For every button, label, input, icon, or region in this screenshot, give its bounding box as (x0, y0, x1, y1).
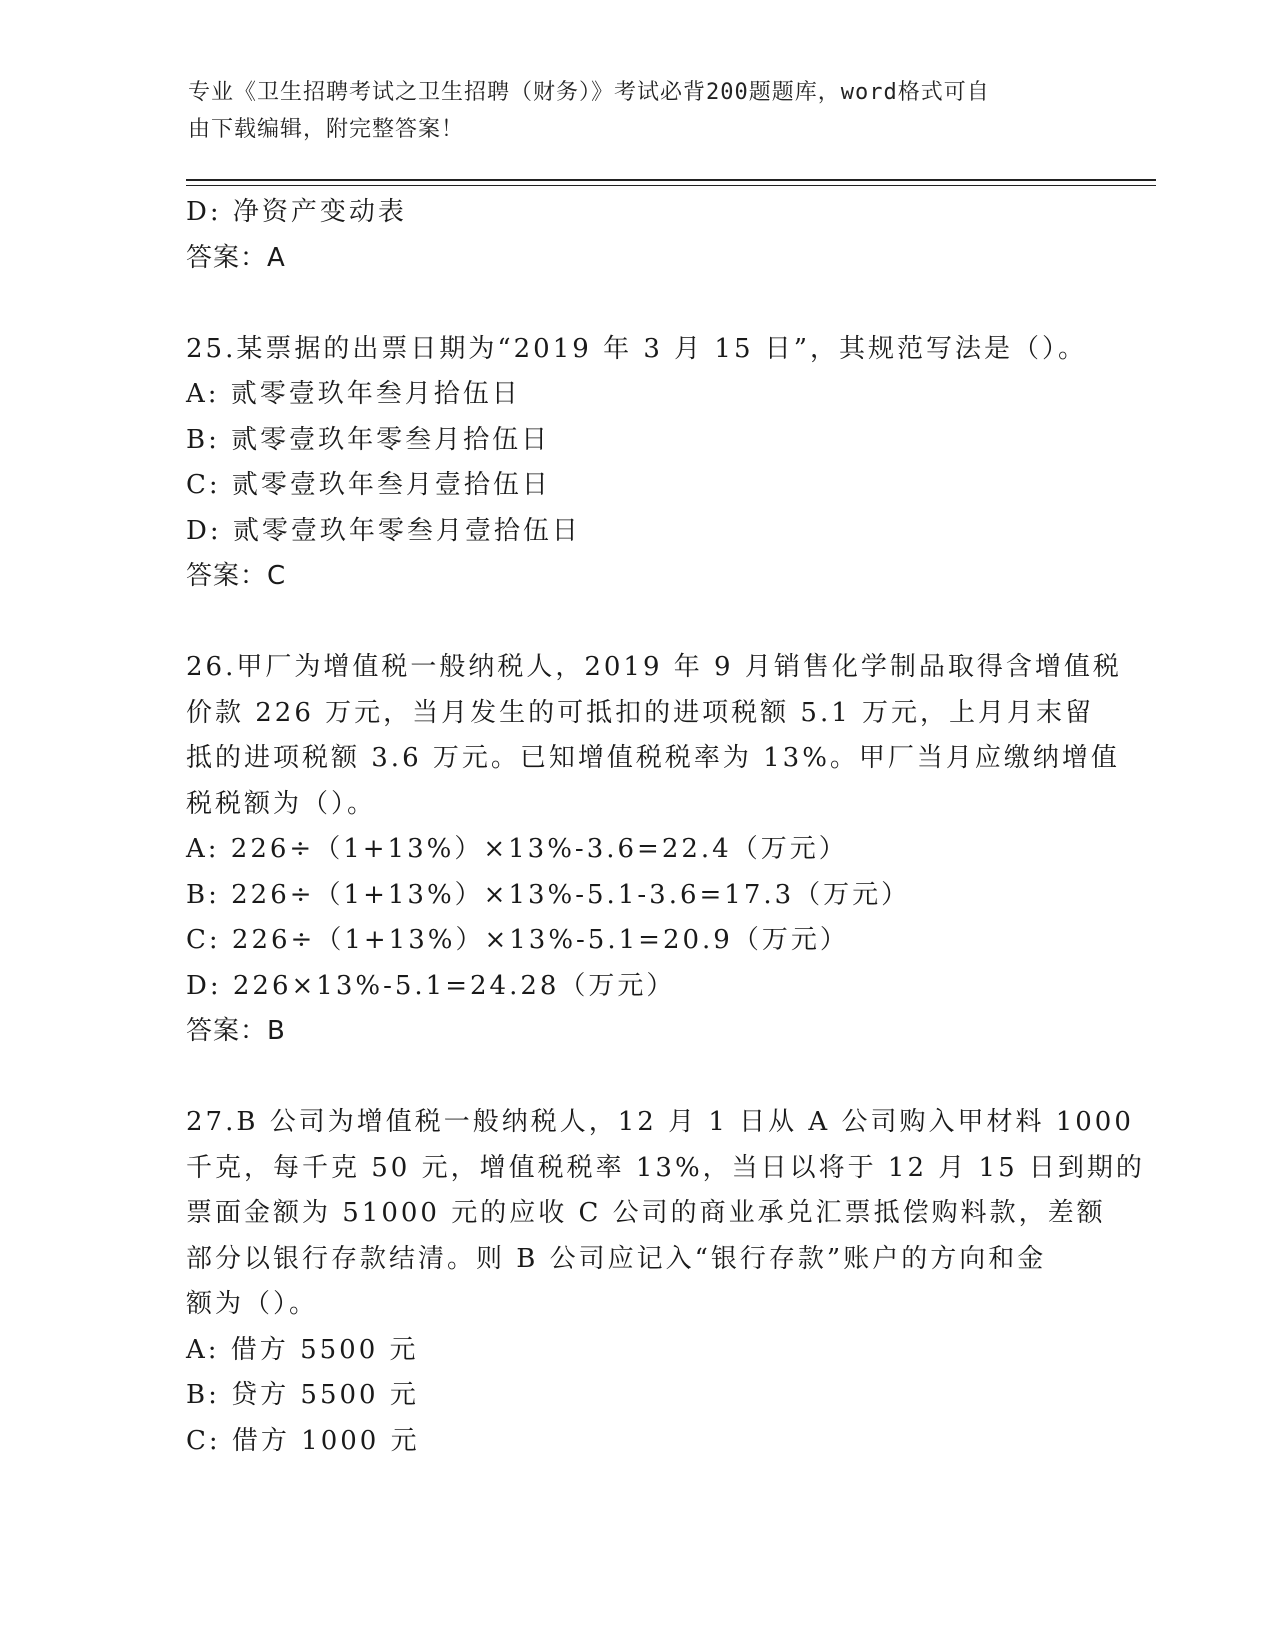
option-text: B: 贰零壹玖年零叁月拾伍日 (186, 424, 551, 455)
question-text: 部分以银行存款结清。则 B 公司应记入“银行存款”账户的方向和金 (186, 1243, 1047, 1274)
option-text: B: 226÷（1+13%）×13%-5.1-3.6=17.3（万元） (186, 879, 911, 910)
option-text: A: 贰零壹玖年叁月拾伍日 (186, 379, 521, 409)
answer-text: 答案：C (186, 561, 287, 591)
block-spacer (186, 600, 1086, 646)
header-line: 专业《卫生招聘考试之卫生招聘（财务）》考试必背200题题库，word格式可自 (188, 80, 990, 105)
block-spacer (186, 1055, 1086, 1101)
option-text: D: 226×13%-5.1=24.28（万元） (186, 970, 676, 1001)
answer-text: 答案：A (186, 242, 286, 273)
block-spacer (186, 281, 1086, 327)
question-list (186, 190, 1145, 1464)
question-text: 价款 226 万元，当月发生的可抵扣的进项税额 5.1 万元，上月月末留 (186, 697, 1095, 728)
question-block (186, 190, 1086, 281)
question-text: 税税额为（）。 (186, 788, 377, 819)
option-text: A: 借方 5500 元 (186, 1334, 419, 1365)
document-header (188, 74, 1068, 148)
header-divider-thin (186, 185, 1156, 186)
option-text: D: 贰零壹玖年零叁月壹拾伍日 (186, 515, 581, 546)
option-text: A: 226÷（1+13%）×13%-3.6=22.4（万元） (186, 834, 848, 864)
question-text: 26.甲厂为增值税一般纳税人，2019 年 9 月销售化学制品取得含增值税 (186, 652, 1122, 682)
option-text: C: 借方 1000 元 (186, 1425, 420, 1456)
question-text: 额为（）。 (186, 1289, 319, 1319)
header-line: 由下载编辑，附完整答案！ (188, 117, 465, 142)
option-text: C: 226÷（1+13%）×13%-5.1=20.9（万元） (186, 925, 849, 955)
header-divider (186, 179, 1156, 181)
question-text: 票面金额为 51000 元的应收 C 公司的商业承兑汇票抵偿购料款，差额 (186, 1198, 1106, 1228)
question-text: 千克，每千克 50 元，增值税税率 13%，当日以将于 12 月 15 日到期的 (186, 1152, 1145, 1183)
question-text: 25.某票据的出票日期为“2019 年 3 月 15 日”，其规范写法是（）。 (186, 333, 1088, 364)
question-block (186, 1100, 1145, 1464)
answer-text: 答案：B (186, 1016, 286, 1046)
option-text: D: 净资产变动表 (186, 197, 407, 227)
option-text: C: 贰零壹玖年叁月壹拾伍日 (186, 470, 551, 500)
option-text: B: 贷方 5500 元 (186, 1380, 419, 1410)
question-text: 27.B 公司为增值税一般纳税人，12 月 1 日从 A 公司购入甲材料 1000 (186, 1107, 1134, 1137)
question-text: 抵的进项税额 3.6 万元。已知增值税税率为 13%。甲厂当月应缴纳增值 (186, 743, 1120, 773)
question-block (186, 645, 1122, 1055)
question-block (186, 327, 1086, 600)
